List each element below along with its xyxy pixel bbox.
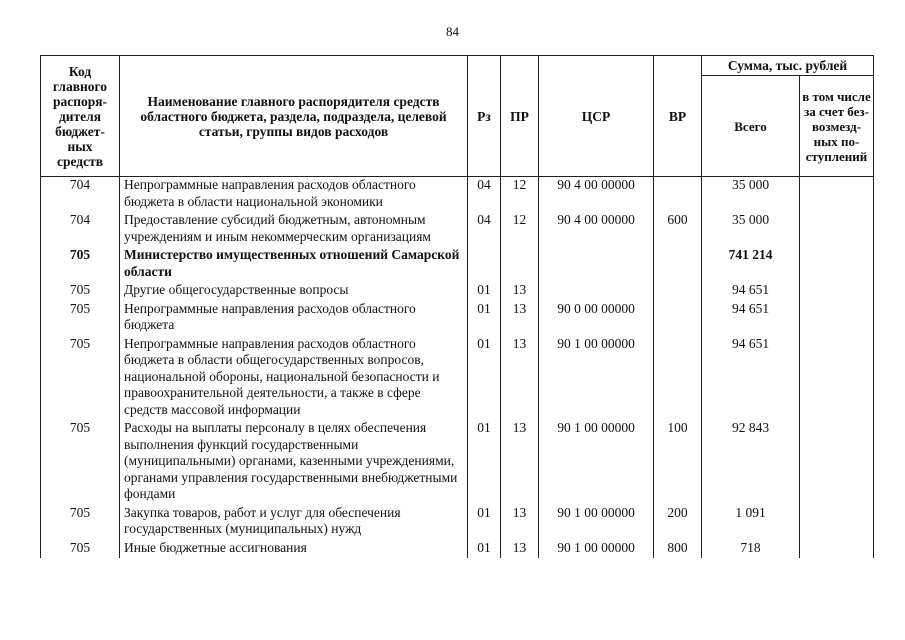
- cell-rz: 01: [468, 301, 501, 336]
- table-row: [41, 247, 874, 282]
- cell-rz: 01: [468, 282, 501, 301]
- cell-rz: 01: [468, 336, 501, 421]
- cell-code: 705: [41, 301, 120, 336]
- header-sum: Сумма, тыс. рублей: [702, 56, 874, 76]
- cell-total: 35 000: [702, 177, 800, 213]
- table-row: [41, 540, 874, 559]
- header-rz: Рз: [468, 56, 501, 177]
- cell-rz: 04: [468, 177, 501, 213]
- table-row: [41, 301, 874, 336]
- cell-csr: 90 4 00 00000: [539, 212, 654, 247]
- cell-gratuitous: [800, 212, 874, 247]
- cell-name: Министерство имущественных отношений Самарской области: [120, 247, 468, 282]
- cell-name: Предоставление субсидий бюджетным, автономным учреждениям и иным некоммерческим организациям: [120, 212, 468, 247]
- cell-gratuitous: [800, 282, 874, 301]
- cell-name: Непрограммные направления расходов областного бюджета в области общегосударственных вопросов, национальной обороны, национальной безопасности и правоохранительной деятельности, а также в сфере средств массовой информации: [120, 336, 468, 421]
- cell-name: Непрограммные направления расходов областного бюджета в области национальной экономики: [120, 177, 468, 213]
- cell-name: Иные бюджетные ассигнования: [120, 540, 468, 559]
- cell-csr: 90 0 00 00000: [539, 301, 654, 336]
- cell-gratuitous: [800, 301, 874, 336]
- cell-gratuitous: [800, 505, 874, 540]
- cell-csr: 90 1 00 00000: [539, 420, 654, 505]
- header-vr: ВР: [654, 56, 702, 177]
- cell-csr: 90 1 00 00000: [539, 505, 654, 540]
- cell-vr: 800: [654, 540, 702, 559]
- cell-rz: 04: [468, 212, 501, 247]
- cell-code: 705: [41, 540, 120, 559]
- table-row: [41, 336, 874, 421]
- cell-gratuitous: [800, 177, 874, 213]
- cell-vr: 200: [654, 505, 702, 540]
- table-body: [41, 177, 874, 559]
- cell-vr: [654, 336, 702, 421]
- cell-pr: 13: [501, 301, 539, 336]
- header-code: Код главного распоря-дителя бюджет-ных средств: [41, 56, 120, 177]
- cell-gratuitous: [800, 420, 874, 505]
- cell-pr: 13: [501, 540, 539, 559]
- page-number: 84: [446, 24, 459, 39]
- cell-total: 94 651: [702, 336, 800, 421]
- cell-code: 704: [41, 212, 120, 247]
- cell-code: 705: [41, 247, 120, 282]
- cell-pr: 13: [501, 420, 539, 505]
- cell-code: 704: [41, 177, 120, 213]
- cell-pr: 13: [501, 505, 539, 540]
- table-row: [41, 177, 874, 213]
- cell-code: 705: [41, 282, 120, 301]
- cell-vr: 100: [654, 420, 702, 505]
- cell-csr: 90 4 00 00000: [539, 177, 654, 213]
- cell-code: 705: [41, 336, 120, 421]
- header-pr: ПР: [501, 56, 539, 177]
- header-total: Всего: [702, 76, 800, 177]
- cell-code: 705: [41, 505, 120, 540]
- table-row: [41, 282, 874, 301]
- cell-vr: [654, 177, 702, 213]
- cell-total: 92 843: [702, 420, 800, 505]
- header-csr: ЦСР: [539, 56, 654, 177]
- cell-pr: 13: [501, 336, 539, 421]
- cell-rz: 01: [468, 420, 501, 505]
- header-gratuitous: в том числе за счет без-возмезд-ных по-ступлений: [800, 76, 874, 177]
- cell-csr: 90 1 00 00000: [539, 336, 654, 421]
- cell-vr: [654, 301, 702, 336]
- cell-total: 1 091: [702, 505, 800, 540]
- cell-total: 35 000: [702, 212, 800, 247]
- cell-gratuitous: [800, 540, 874, 559]
- cell-csr: [539, 247, 654, 282]
- table-row: [41, 420, 874, 505]
- cell-vr: [654, 247, 702, 282]
- cell-vr: 600: [654, 212, 702, 247]
- cell-name: Расходы на выплаты персоналу в целях обеспечения выполнения функций государственными (муниципальными) органами, казенными учреждениями, органами управления государственными внебюджетными фондами: [120, 420, 468, 505]
- cell-total: 741 214: [702, 247, 800, 282]
- cell-pr: 13: [501, 282, 539, 301]
- cell-pr: 12: [501, 177, 539, 213]
- budget-table: [40, 55, 874, 558]
- cell-total: 718: [702, 540, 800, 559]
- cell-pr: 12: [501, 212, 539, 247]
- cell-rz: 01: [468, 540, 501, 559]
- header-name: Наименование главного распорядителя средств областного бюджета, раздела, подраздела, целевой статьи, группы видов расходов: [120, 56, 468, 177]
- cell-gratuitous: [800, 247, 874, 282]
- cell-rz: [468, 247, 501, 282]
- cell-gratuitous: [800, 336, 874, 421]
- cell-rz: 01: [468, 505, 501, 540]
- cell-csr: [539, 282, 654, 301]
- cell-csr: 90 1 00 00000: [539, 540, 654, 559]
- cell-code: 705: [41, 420, 120, 505]
- cell-total: 94 651: [702, 282, 800, 301]
- cell-name: Другие общегосударственные вопросы: [120, 282, 468, 301]
- cell-total: 94 651: [702, 301, 800, 336]
- table-row: [41, 212, 874, 247]
- cell-name: Непрограммные направления расходов областного бюджета: [120, 301, 468, 336]
- cell-vr: [654, 282, 702, 301]
- cell-name: Закупка товаров, работ и услуг для обеспечения государственных (муниципальных) нужд: [120, 505, 468, 540]
- cell-pr: [501, 247, 539, 282]
- table-row: [41, 505, 874, 540]
